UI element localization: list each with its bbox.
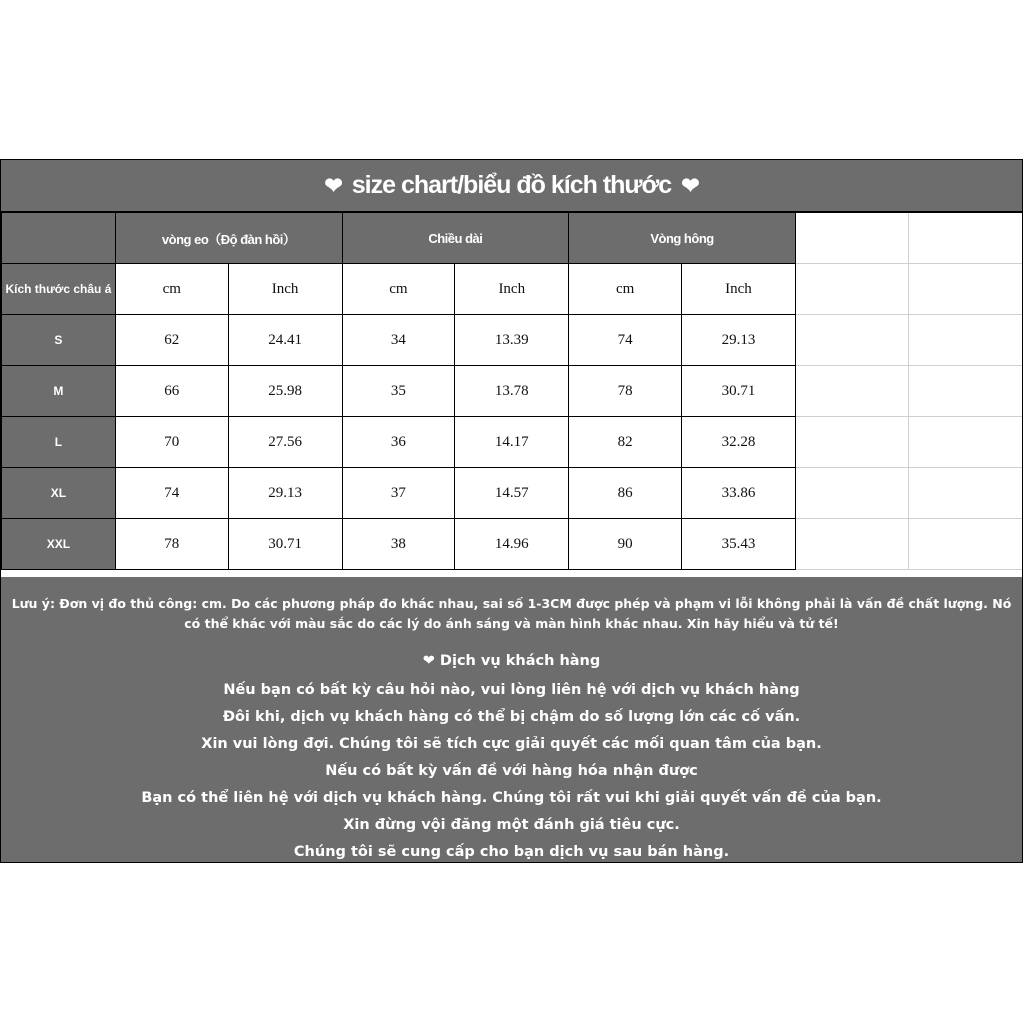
hip-inch-cell: 35.43 [682,519,796,570]
waist-inch-cell: 30.71 [228,519,342,570]
waist-cm-cell: 74 [115,468,228,519]
row-header-label: Kích thước châu á [2,264,116,315]
service-line: Xin vui lòng đợi. Chúng tôi sẽ tích cực giải quyết các mối quan tâm của bạn. [201,736,822,752]
hip-inch-cell: 29.13 [682,315,796,366]
group-header-hip: Vòng hông [569,213,796,264]
size-table [1,212,1022,570]
length-inch-cell: 14.17 [455,417,569,468]
table-row-xl [2,468,1023,519]
waist-inch-cell: 25.98 [228,366,342,417]
blank-cell [795,417,908,468]
length-inch-cell: 14.57 [455,468,569,519]
service-line: Đôi khi, dịch vụ khách hàng có thể bị chậm do số lượng lớn các cố vấn. [222,709,801,725]
blank-cell [795,264,908,315]
group-header-row [2,213,1023,264]
chart-title-bar [1,160,1022,212]
unit-cell: Inch [455,264,569,315]
hip-cm-cell: 82 [569,417,682,468]
length-cm-cell: 35 [342,366,455,417]
corner-cell [2,213,116,264]
heart-icon: ❤ [681,172,699,198]
blank-cell [908,519,1022,570]
hip-inch-cell: 32.28 [682,417,796,468]
table-row-s [2,315,1023,366]
waist-inch-cell: 27.56 [228,417,342,468]
length-cm-cell: 37 [342,468,455,519]
length-inch-cell: 14.96 [455,519,569,570]
unit-cell: cm [115,264,228,315]
measurement-note: Lưu ý: Đơn vị đo thủ công: cm. Do các phương pháp đo khác nhau, sai số 1-3CM được phép và phạm vi lỗi không phải là vấn đề chất lượng. Nó có thể khác với màu sắc do các lý do ánh sáng và màn hình khác nhau. Xin hãy hiểu và tử tế! [11,596,1012,631]
group-header-length: Chiều dài [342,213,569,264]
waist-cm-cell: 62 [115,315,228,366]
blank-cell [795,366,908,417]
waist-cm-cell: 70 [115,417,228,468]
blank-cell [795,519,908,570]
blank-cell [795,468,908,519]
service-line: Nếu có bất kỳ vấn đề với hàng hóa nhận được [325,763,698,779]
blank-cell [908,417,1022,468]
unit-header-row [2,264,1023,315]
waist-inch-cell: 29.13 [228,468,342,519]
unit-cell: Inch [682,264,796,315]
length-cm-cell: 38 [342,519,455,570]
blank-cell [908,366,1022,417]
length-cm-cell: 36 [342,417,455,468]
length-inch-cell: 13.78 [455,366,569,417]
hip-cm-cell: 90 [569,519,682,570]
table-row-l [2,417,1023,468]
service-line: Chúng tôi sẽ cung cấp cho bạn dịch vụ sau bán hàng. [293,844,730,860]
blank-cell [908,315,1022,366]
blank-cell [908,264,1022,315]
table-row-m [2,366,1023,417]
chart-title: size chart/biểu đồ kích thước [351,171,672,199]
hip-inch-cell: 30.71 [682,366,796,417]
service-heading: ❤ Dịch vụ khách hàng [422,653,601,669]
size-label: S [2,315,116,366]
waist-cm-cell: 66 [115,366,228,417]
table-row-xxl [2,519,1023,570]
group-header-waist: vòng eo（Độ đàn hồi） [115,213,342,264]
blank-cell [908,213,1022,264]
size-label: XXL [2,519,116,570]
service-line: Nếu bạn có bất kỳ câu hỏi nào, vui lòng liên hệ với dịch vụ khách hàng [223,682,800,698]
hip-cm-cell: 74 [569,315,682,366]
service-line: Bạn có thể liên hệ với dịch vụ khách hàng. Chúng tôi rất vui khi giải quyết vấn đề của bạn. [141,790,882,806]
unit-cell: cm [569,264,682,315]
size-label: L [2,417,116,468]
blank-cell [908,468,1022,519]
blank-cell [795,213,908,264]
length-cm-cell: 34 [342,315,455,366]
notes-panel [1,577,1022,862]
waist-inch-cell: 24.41 [228,315,342,366]
unit-cell: cm [342,264,455,315]
hip-cm-cell: 78 [569,366,682,417]
size-label: M [2,366,116,417]
size-label: XL [2,468,116,519]
service-lines [1,677,1022,866]
length-inch-cell: 13.39 [455,315,569,366]
unit-cell: Inch [228,264,342,315]
hip-cm-cell: 86 [569,468,682,519]
waist-cm-cell: 78 [115,519,228,570]
blank-cell [795,315,908,366]
service-line: Xin đừng vội đăng một đánh giá tiêu cực. [343,817,680,833]
heart-icon: ❤ [324,172,342,198]
hip-inch-cell: 33.86 [682,468,796,519]
size-chart [0,159,1023,863]
